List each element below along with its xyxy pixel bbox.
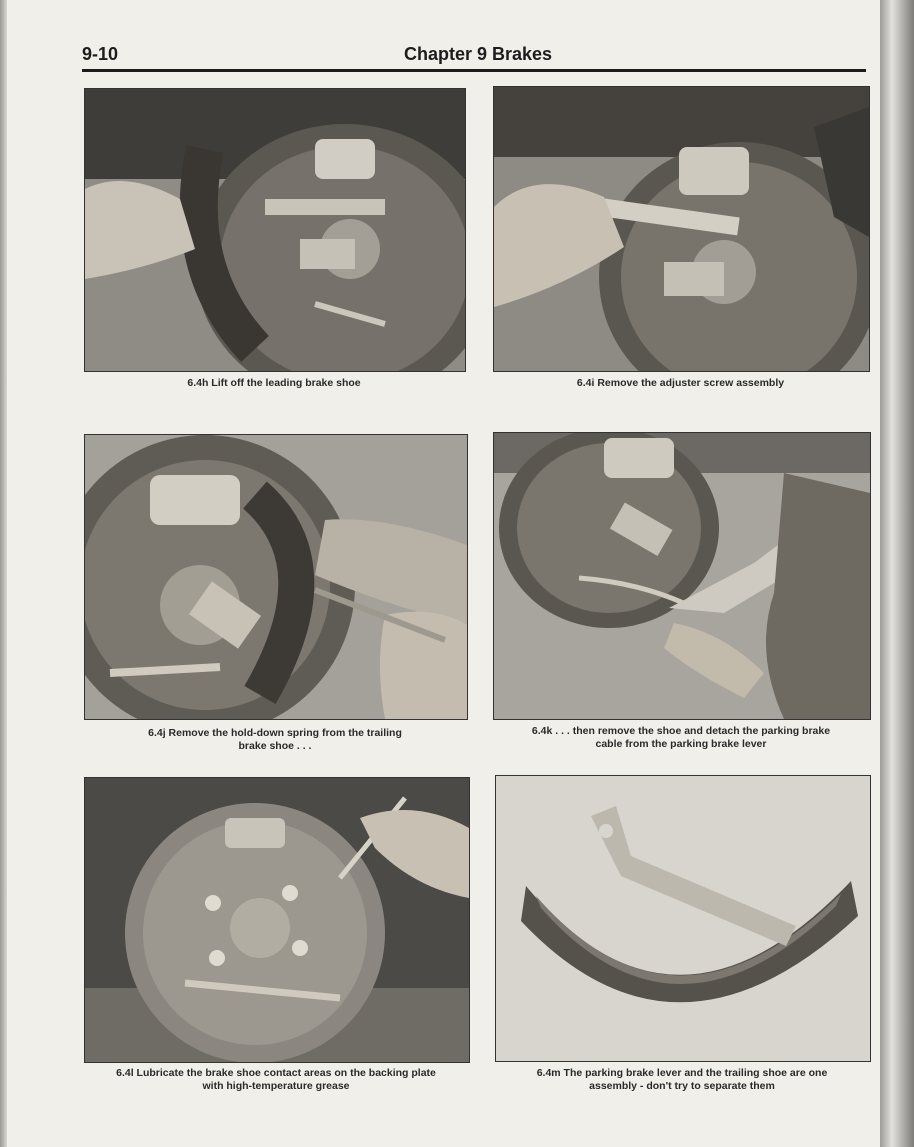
header-rule [82, 69, 866, 72]
caption-6-4j [84, 727, 466, 753]
photo-parking-lever-and-shoe [495, 775, 871, 1062]
caption-6-4j-line-2: brake shoe . . . [238, 740, 312, 752]
caption-6-4i: 6.4i Remove the adjuster screw assembly [576, 377, 785, 389]
caption-6-4j-line-1: 6.4j Remove the hold-down spring from the trailing [148, 727, 402, 739]
caption-6-4h: 6.4h Lift off the leading brake shoe [187, 377, 361, 389]
page-number: 9-10 [82, 44, 119, 64]
caption-6-4k-line-1: 6.4k . . . then remove the shoe and detach the parking brake [531, 725, 831, 737]
caption-6-4l-line-2: with high-temperature grease [202, 1080, 350, 1092]
page-binding-shadow [0, 0, 7, 1147]
page-edge-shadow [880, 0, 914, 1147]
photo-lift-leading-shoe [84, 88, 466, 372]
photo-remove-shoe-parking-cable [493, 432, 871, 720]
caption-6-4k-line-2: cable from the parking brake lever [595, 738, 767, 750]
caption-6-4m-line-1: 6.4m The parking brake lever and the trailing shoe are one [536, 1067, 828, 1079]
caption-6-4m [495, 1067, 869, 1093]
caption-6-4l-line-1: 6.4l Lubricate the brake shoe contact areas on the backing plate [116, 1067, 436, 1079]
photo-remove-holddown-spring [84, 434, 468, 720]
caption-6-4m-line-2: assembly - don't try to separate them [589, 1080, 775, 1092]
caption-6-4k [493, 725, 869, 751]
photo-lubricate-backing-plate [84, 777, 470, 1063]
chapter-title: Chapter 9 Brakes [404, 44, 553, 64]
photo-remove-adjuster [493, 86, 870, 372]
page-header [82, 40, 866, 70]
caption-6-4l [84, 1067, 468, 1093]
